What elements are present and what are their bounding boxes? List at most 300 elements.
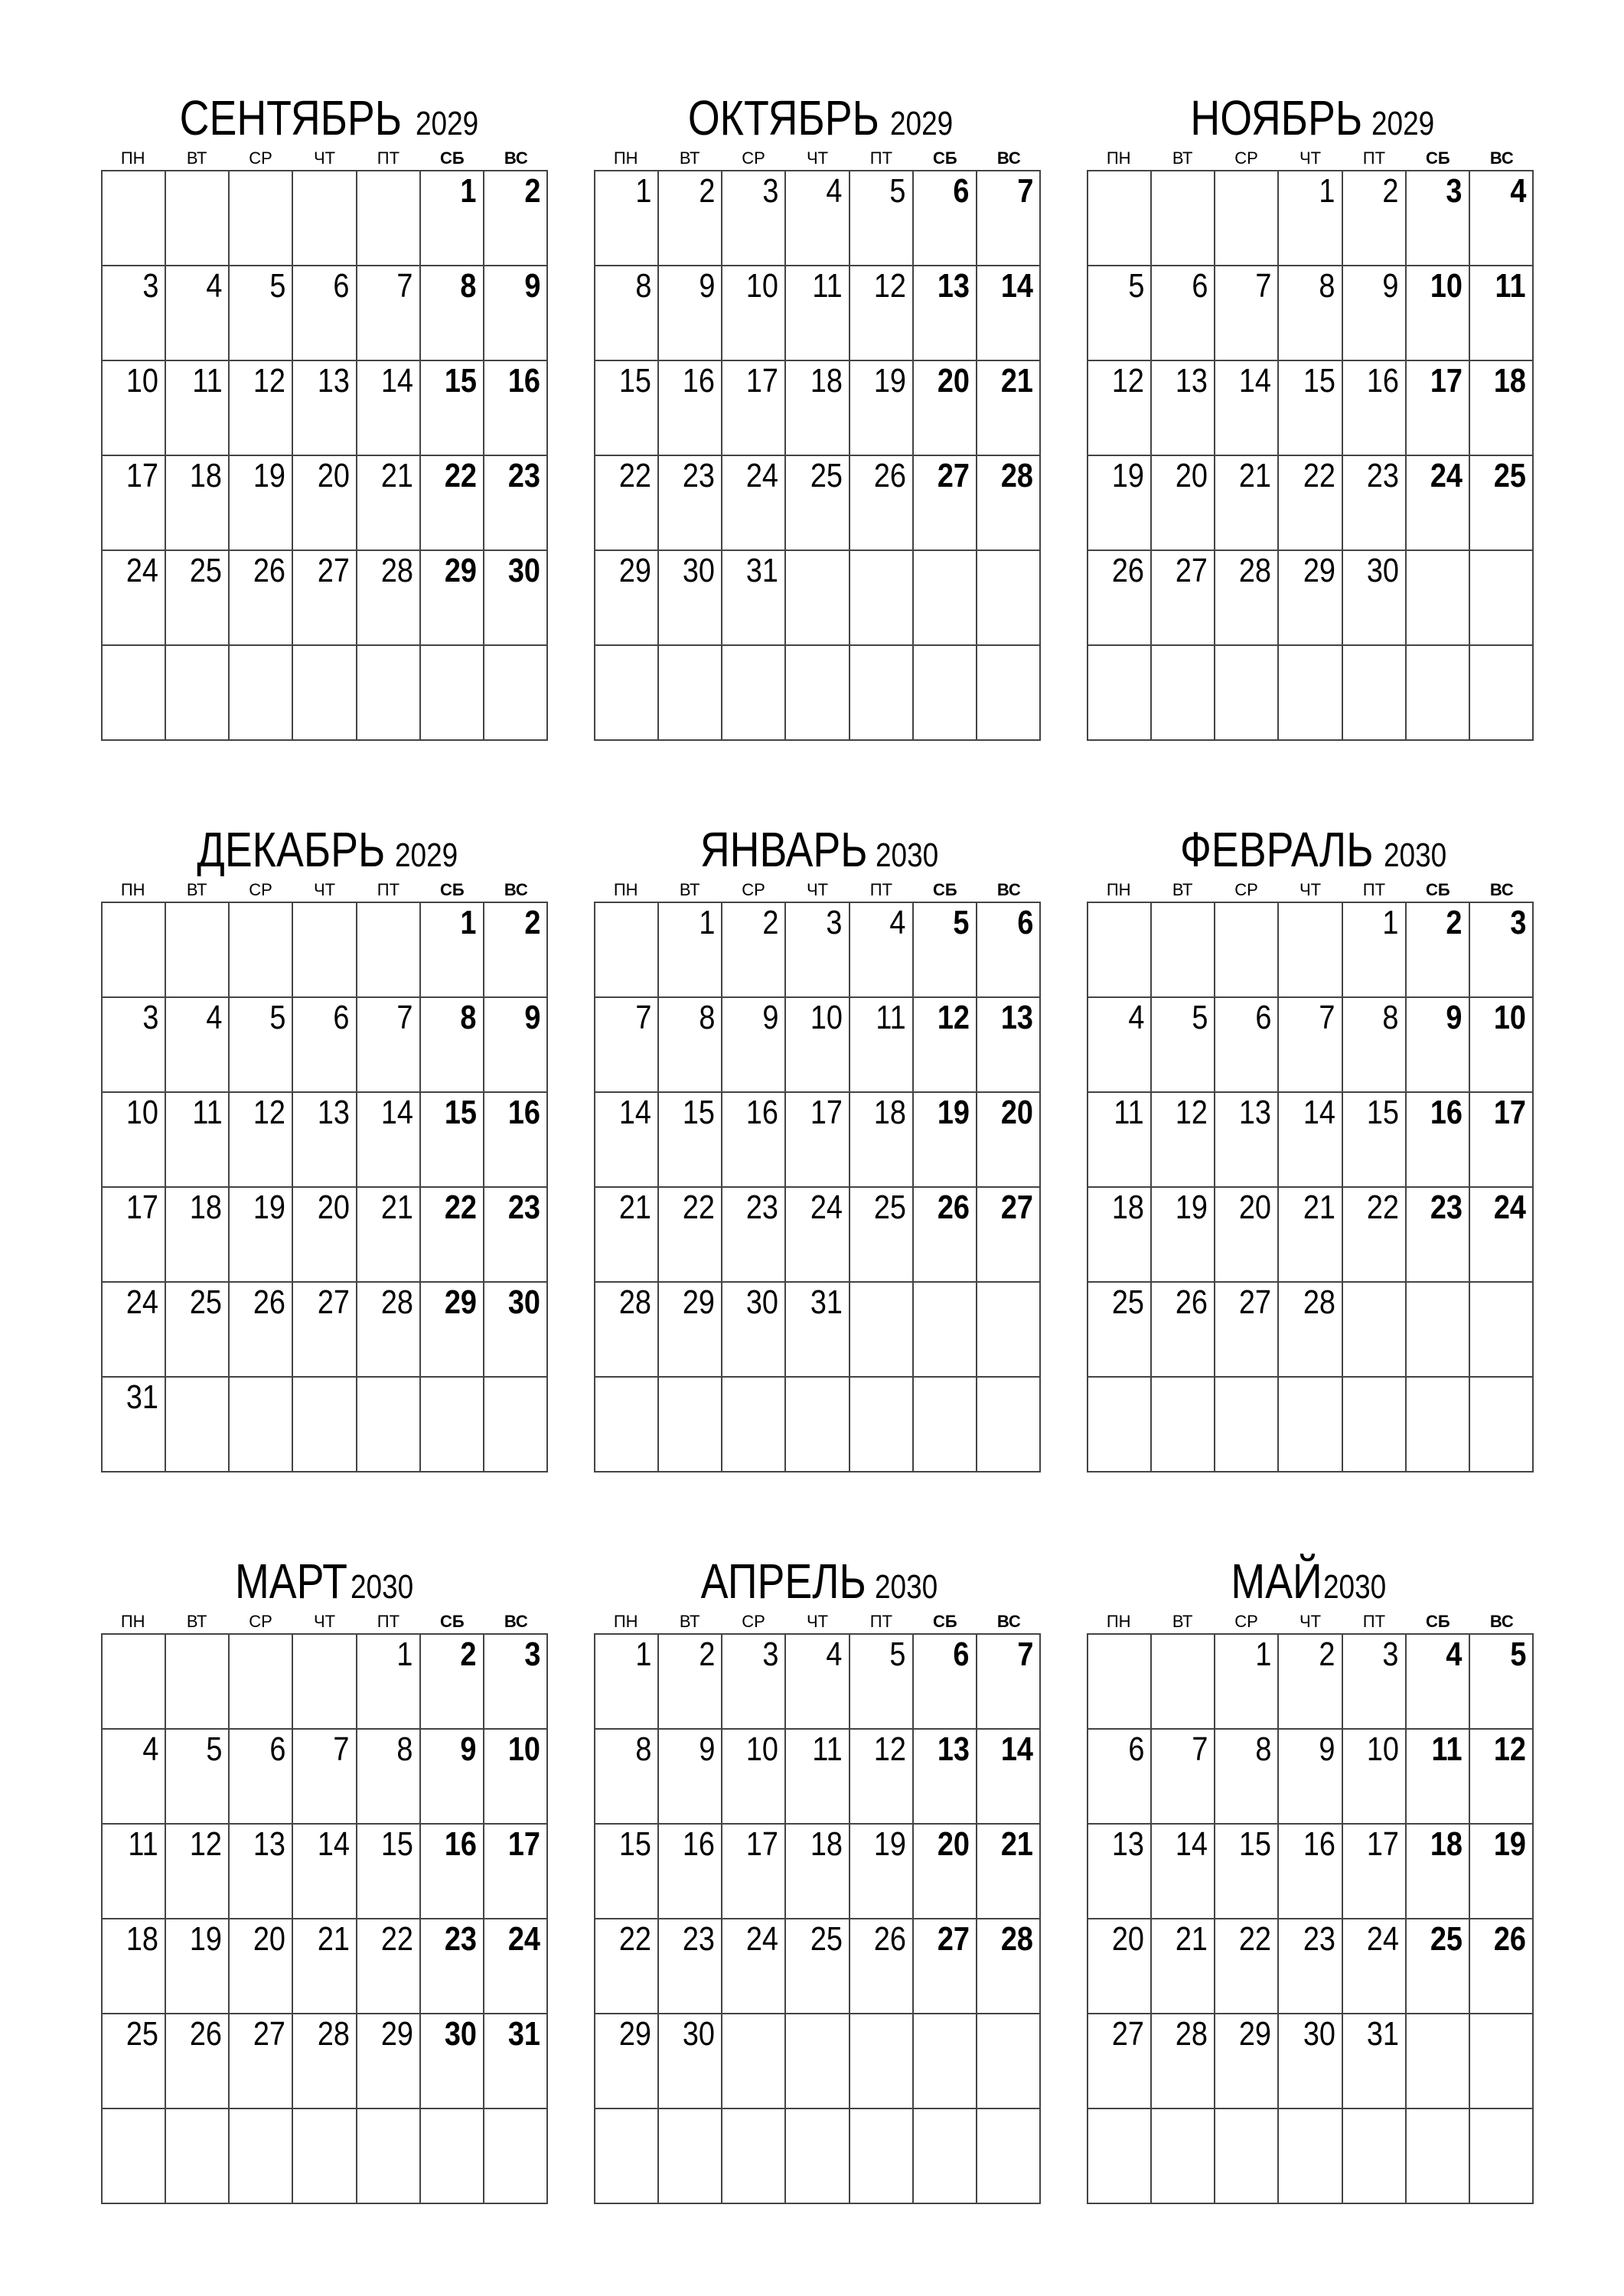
day-cell[interactable] <box>1215 1730 1279 1825</box>
day-cell[interactable] <box>595 2109 659 2204</box>
day-cell[interactable] <box>1407 1825 1470 1919</box>
day-cell[interactable] <box>1088 1093 1152 1188</box>
day-cell[interactable] <box>103 361 166 456</box>
day-cell[interactable] <box>1215 1635 1279 1730</box>
day-cell[interactable] <box>357 456 421 551</box>
day-cell[interactable] <box>1088 456 1152 551</box>
day-cell[interactable] <box>166 171 230 266</box>
day-cell[interactable] <box>1279 1919 1342 2014</box>
day-cell[interactable] <box>914 903 977 998</box>
day-cell[interactable] <box>659 1283 722 1378</box>
day-cell[interactable] <box>421 171 484 266</box>
day-cell[interactable] <box>786 1730 850 1825</box>
day-cell[interactable] <box>914 456 977 551</box>
day-cell[interactable] <box>722 2109 786 2204</box>
day-cell[interactable] <box>659 361 722 456</box>
day-cell[interactable] <box>1343 1919 1407 2014</box>
day-cell[interactable] <box>1152 2014 1215 2109</box>
day-cell[interactable] <box>1152 903 1215 998</box>
day-cell[interactable] <box>1088 2109 1152 2204</box>
day-cell[interactable] <box>166 1283 230 1378</box>
day-cell[interactable] <box>786 998 850 1093</box>
day-cell[interactable] <box>1152 646 1215 741</box>
day-cell[interactable] <box>421 1825 484 1919</box>
day-cell[interactable] <box>722 1730 786 1825</box>
day-cell[interactable] <box>1088 1919 1152 2014</box>
day-cell[interactable] <box>293 1919 357 2014</box>
day-cell[interactable] <box>1088 646 1152 741</box>
day-cell[interactable] <box>977 266 1041 361</box>
day-cell[interactable] <box>914 2109 977 2204</box>
day-cell[interactable] <box>1279 646 1342 741</box>
day-cell[interactable] <box>977 2109 1041 2204</box>
day-cell[interactable] <box>786 903 850 998</box>
day-cell[interactable] <box>1152 1635 1215 1730</box>
day-cell[interactable] <box>1215 1093 1279 1188</box>
day-cell[interactable] <box>421 2014 484 2109</box>
day-cell[interactable] <box>1215 551 1279 646</box>
day-cell[interactable] <box>659 1825 722 1919</box>
day-cell[interactable] <box>293 171 357 266</box>
day-cell[interactable] <box>850 361 914 456</box>
day-cell[interactable] <box>977 1093 1041 1188</box>
day-cell[interactable] <box>977 1919 1041 2014</box>
day-cell[interactable] <box>1279 266 1342 361</box>
day-cell[interactable] <box>977 1283 1041 1378</box>
day-cell[interactable] <box>1279 2014 1342 2109</box>
day-cell[interactable] <box>1088 171 1152 266</box>
day-cell[interactable] <box>103 2014 166 2109</box>
day-cell[interactable] <box>659 456 722 551</box>
day-cell[interactable] <box>1407 361 1470 456</box>
day-cell[interactable] <box>166 646 230 741</box>
day-cell[interactable] <box>977 646 1041 741</box>
day-cell[interactable] <box>977 456 1041 551</box>
day-cell[interactable] <box>659 266 722 361</box>
day-cell[interactable] <box>786 2109 850 2204</box>
day-cell[interactable] <box>850 1188 914 1283</box>
day-cell[interactable] <box>659 1635 722 1730</box>
day-cell[interactable] <box>595 171 659 266</box>
day-cell[interactable] <box>786 1093 850 1188</box>
day-cell[interactable] <box>595 1188 659 1283</box>
day-cell[interactable] <box>230 266 293 361</box>
day-cell[interactable] <box>722 1825 786 1919</box>
day-cell[interactable] <box>1407 903 1470 998</box>
day-cell[interactable] <box>103 1188 166 1283</box>
day-cell[interactable] <box>293 903 357 998</box>
day-cell[interactable] <box>1215 1919 1279 2014</box>
day-cell[interactable] <box>977 551 1041 646</box>
day-cell[interactable] <box>484 1635 548 1730</box>
day-cell[interactable] <box>977 998 1041 1093</box>
day-cell[interactable] <box>166 1188 230 1283</box>
day-cell[interactable] <box>914 1283 977 1378</box>
day-cell[interactable] <box>1407 456 1470 551</box>
day-cell[interactable] <box>1215 361 1279 456</box>
day-cell[interactable] <box>914 1825 977 1919</box>
day-cell[interactable] <box>421 646 484 741</box>
day-cell[interactable] <box>357 361 421 456</box>
day-cell[interactable] <box>1152 551 1215 646</box>
day-cell[interactable] <box>103 903 166 998</box>
day-cell[interactable] <box>357 646 421 741</box>
day-cell[interactable] <box>1343 1188 1407 1283</box>
day-cell[interactable] <box>421 1188 484 1283</box>
day-cell[interactable] <box>1152 361 1215 456</box>
day-cell[interactable] <box>293 1825 357 1919</box>
day-cell[interactable] <box>1279 903 1342 998</box>
day-cell[interactable] <box>230 1635 293 1730</box>
day-cell[interactable] <box>1470 903 1534 998</box>
day-cell[interactable] <box>1279 551 1342 646</box>
day-cell[interactable] <box>914 1635 977 1730</box>
day-cell[interactable] <box>166 456 230 551</box>
day-cell[interactable] <box>595 1825 659 1919</box>
day-cell[interactable] <box>914 266 977 361</box>
day-cell[interactable] <box>1343 2109 1407 2204</box>
day-cell[interactable] <box>595 1635 659 1730</box>
day-cell[interactable] <box>166 1093 230 1188</box>
day-cell[interactable] <box>103 171 166 266</box>
day-cell[interactable] <box>230 171 293 266</box>
day-cell[interactable] <box>786 171 850 266</box>
day-cell[interactable] <box>1407 1635 1470 1730</box>
day-cell[interactable] <box>786 266 850 361</box>
day-cell[interactable] <box>850 1378 914 1473</box>
day-cell[interactable] <box>293 361 357 456</box>
day-cell[interactable] <box>1088 998 1152 1093</box>
day-cell[interactable] <box>659 2014 722 2109</box>
day-cell[interactable] <box>357 266 421 361</box>
day-cell[interactable] <box>293 2109 357 2204</box>
day-cell[interactable] <box>230 1188 293 1283</box>
day-cell[interactable] <box>230 998 293 1093</box>
day-cell[interactable] <box>1470 361 1534 456</box>
day-cell[interactable] <box>914 551 977 646</box>
day-cell[interactable] <box>914 998 977 1093</box>
day-cell[interactable] <box>850 1919 914 2014</box>
day-cell[interactable] <box>722 1635 786 1730</box>
day-cell[interactable] <box>1343 646 1407 741</box>
day-cell[interactable] <box>1470 1188 1534 1283</box>
day-cell[interactable] <box>1470 1635 1534 1730</box>
day-cell[interactable] <box>166 903 230 998</box>
day-cell[interactable] <box>722 171 786 266</box>
day-cell[interactable] <box>421 551 484 646</box>
day-cell[interactable] <box>293 456 357 551</box>
day-cell[interactable] <box>357 171 421 266</box>
day-cell[interactable] <box>1088 1825 1152 1919</box>
day-cell[interactable] <box>166 998 230 1093</box>
day-cell[interactable] <box>103 646 166 741</box>
day-cell[interactable] <box>595 1378 659 1473</box>
day-cell[interactable] <box>166 1635 230 1730</box>
day-cell[interactable] <box>1470 1378 1534 1473</box>
day-cell[interactable] <box>914 1919 977 2014</box>
day-cell[interactable] <box>850 1635 914 1730</box>
day-cell[interactable] <box>293 266 357 361</box>
day-cell[interactable] <box>977 903 1041 998</box>
day-cell[interactable] <box>166 1378 230 1473</box>
day-cell[interactable] <box>293 1635 357 1730</box>
day-cell[interactable] <box>230 1825 293 1919</box>
day-cell[interactable] <box>1279 1635 1342 1730</box>
day-cell[interactable] <box>230 1919 293 2014</box>
day-cell[interactable] <box>293 1093 357 1188</box>
day-cell[interactable] <box>230 1283 293 1378</box>
day-cell[interactable] <box>786 1378 850 1473</box>
day-cell[interactable] <box>293 1283 357 1378</box>
day-cell[interactable] <box>1407 171 1470 266</box>
day-cell[interactable] <box>103 551 166 646</box>
day-cell[interactable] <box>484 1188 548 1283</box>
day-cell[interactable] <box>1215 1378 1279 1473</box>
day-cell[interactable] <box>1470 2109 1534 2204</box>
day-cell[interactable] <box>484 1283 548 1378</box>
day-cell[interactable] <box>914 646 977 741</box>
day-cell[interactable] <box>722 998 786 1093</box>
day-cell[interactable] <box>1215 266 1279 361</box>
day-cell[interactable] <box>722 1283 786 1378</box>
day-cell[interactable] <box>1152 998 1215 1093</box>
day-cell[interactable] <box>977 361 1041 456</box>
day-cell[interactable] <box>1470 1919 1534 2014</box>
day-cell[interactable] <box>722 1188 786 1283</box>
day-cell[interactable] <box>484 2109 548 2204</box>
day-cell[interactable] <box>103 1825 166 1919</box>
day-cell[interactable] <box>977 1730 1041 1825</box>
day-cell[interactable] <box>786 1188 850 1283</box>
day-cell[interactable] <box>1407 1919 1470 2014</box>
day-cell[interactable] <box>293 998 357 1093</box>
day-cell[interactable] <box>1343 171 1407 266</box>
day-cell[interactable] <box>1343 1378 1407 1473</box>
day-cell[interactable] <box>230 2109 293 2204</box>
day-cell[interactable] <box>722 361 786 456</box>
day-cell[interactable] <box>850 1093 914 1188</box>
day-cell[interactable] <box>1279 1825 1342 1919</box>
day-cell[interactable] <box>1343 1283 1407 1378</box>
day-cell[interactable] <box>786 551 850 646</box>
day-cell[interactable] <box>103 2109 166 2204</box>
day-cell[interactable] <box>1470 646 1534 741</box>
day-cell[interactable] <box>1152 1188 1215 1283</box>
day-cell[interactable] <box>914 171 977 266</box>
day-cell[interactable] <box>1215 2014 1279 2109</box>
day-cell[interactable] <box>786 1635 850 1730</box>
day-cell[interactable] <box>1407 998 1470 1093</box>
day-cell[interactable] <box>1279 998 1342 1093</box>
day-cell[interactable] <box>1470 1093 1534 1188</box>
day-cell[interactable] <box>850 456 914 551</box>
day-cell[interactable] <box>595 266 659 361</box>
day-cell[interactable] <box>421 1635 484 1730</box>
day-cell[interactable] <box>1407 646 1470 741</box>
day-cell[interactable] <box>421 266 484 361</box>
day-cell[interactable] <box>977 1635 1041 1730</box>
day-cell[interactable] <box>914 2014 977 2109</box>
day-cell[interactable] <box>421 1730 484 1825</box>
day-cell[interactable] <box>1152 171 1215 266</box>
day-cell[interactable] <box>484 1093 548 1188</box>
day-cell[interactable] <box>357 1919 421 2014</box>
day-cell[interactable] <box>1279 1378 1342 1473</box>
day-cell[interactable] <box>1470 171 1534 266</box>
day-cell[interactable] <box>1088 2014 1152 2109</box>
day-cell[interactable] <box>850 903 914 998</box>
day-cell[interactable] <box>722 903 786 998</box>
day-cell[interactable] <box>103 1093 166 1188</box>
day-cell[interactable] <box>1470 1283 1534 1378</box>
day-cell[interactable] <box>1152 456 1215 551</box>
day-cell[interactable] <box>659 1188 722 1283</box>
day-cell[interactable] <box>484 1730 548 1825</box>
day-cell[interactable] <box>850 171 914 266</box>
day-cell[interactable] <box>1343 1635 1407 1730</box>
day-cell[interactable] <box>484 171 548 266</box>
day-cell[interactable] <box>1152 1093 1215 1188</box>
day-cell[interactable] <box>166 2109 230 2204</box>
day-cell[interactable] <box>1279 1283 1342 1378</box>
day-cell[interactable] <box>357 1730 421 1825</box>
day-cell[interactable] <box>103 998 166 1093</box>
day-cell[interactable] <box>421 1378 484 1473</box>
day-cell[interactable] <box>230 456 293 551</box>
day-cell[interactable] <box>595 903 659 998</box>
day-cell[interactable] <box>293 2014 357 2109</box>
day-cell[interactable] <box>786 456 850 551</box>
day-cell[interactable] <box>595 551 659 646</box>
day-cell[interactable] <box>722 1378 786 1473</box>
day-cell[interactable] <box>1470 1825 1534 1919</box>
day-cell[interactable] <box>1088 361 1152 456</box>
day-cell[interactable] <box>1215 1825 1279 1919</box>
day-cell[interactable] <box>1343 998 1407 1093</box>
day-cell[interactable] <box>722 1093 786 1188</box>
day-cell[interactable] <box>595 456 659 551</box>
day-cell[interactable] <box>722 1919 786 2014</box>
day-cell[interactable] <box>1088 1188 1152 1283</box>
day-cell[interactable] <box>722 266 786 361</box>
day-cell[interactable] <box>1088 1283 1152 1378</box>
day-cell[interactable] <box>1279 1188 1342 1283</box>
day-cell[interactable] <box>103 456 166 551</box>
day-cell[interactable] <box>230 361 293 456</box>
day-cell[interactable] <box>659 903 722 998</box>
day-cell[interactable] <box>1279 171 1342 266</box>
day-cell[interactable] <box>659 998 722 1093</box>
day-cell[interactable] <box>1407 266 1470 361</box>
day-cell[interactable] <box>722 646 786 741</box>
day-cell[interactable] <box>786 361 850 456</box>
day-cell[interactable] <box>293 1730 357 1825</box>
day-cell[interactable] <box>421 2109 484 2204</box>
day-cell[interactable] <box>977 1825 1041 1919</box>
day-cell[interactable] <box>1343 456 1407 551</box>
day-cell[interactable] <box>230 903 293 998</box>
day-cell[interactable] <box>421 1283 484 1378</box>
day-cell[interactable] <box>484 998 548 1093</box>
day-cell[interactable] <box>166 551 230 646</box>
day-cell[interactable] <box>484 551 548 646</box>
day-cell[interactable] <box>850 1825 914 1919</box>
day-cell[interactable] <box>293 1378 357 1473</box>
day-cell[interactable] <box>1152 1378 1215 1473</box>
day-cell[interactable] <box>357 903 421 998</box>
day-cell[interactable] <box>293 1188 357 1283</box>
day-cell[interactable] <box>1407 1378 1470 1473</box>
day-cell[interactable] <box>1343 1730 1407 1825</box>
day-cell[interactable] <box>421 903 484 998</box>
day-cell[interactable] <box>1407 2109 1470 2204</box>
day-cell[interactable] <box>230 551 293 646</box>
day-cell[interactable] <box>914 361 977 456</box>
day-cell[interactable] <box>850 998 914 1093</box>
day-cell[interactable] <box>421 361 484 456</box>
day-cell[interactable] <box>166 361 230 456</box>
day-cell[interactable] <box>659 171 722 266</box>
day-cell[interactable] <box>357 551 421 646</box>
day-cell[interactable] <box>1088 266 1152 361</box>
day-cell[interactable] <box>1088 1378 1152 1473</box>
day-cell[interactable] <box>357 1188 421 1283</box>
day-cell[interactable] <box>850 2109 914 2204</box>
day-cell[interactable] <box>103 1919 166 2014</box>
day-cell[interactable] <box>595 1730 659 1825</box>
day-cell[interactable] <box>977 1188 1041 1283</box>
day-cell[interactable] <box>595 2014 659 2109</box>
day-cell[interactable] <box>1407 2014 1470 2109</box>
day-cell[interactable] <box>484 903 548 998</box>
day-cell[interactable] <box>595 1093 659 1188</box>
day-cell[interactable] <box>1088 1730 1152 1825</box>
day-cell[interactable] <box>421 1093 484 1188</box>
day-cell[interactable] <box>595 646 659 741</box>
day-cell[interactable] <box>850 2014 914 2109</box>
day-cell[interactable] <box>484 1378 548 1473</box>
day-cell[interactable] <box>914 1093 977 1188</box>
day-cell[interactable] <box>1215 171 1279 266</box>
day-cell[interactable] <box>977 2014 1041 2109</box>
day-cell[interactable] <box>1279 361 1342 456</box>
day-cell[interactable] <box>786 1283 850 1378</box>
day-cell[interactable] <box>659 1378 722 1473</box>
day-cell[interactable] <box>595 998 659 1093</box>
day-cell[interactable] <box>484 456 548 551</box>
day-cell[interactable] <box>1152 2109 1215 2204</box>
day-cell[interactable] <box>1279 2109 1342 2204</box>
day-cell[interactable] <box>1279 1730 1342 1825</box>
day-cell[interactable] <box>1407 1188 1470 1283</box>
day-cell[interactable] <box>659 1730 722 1825</box>
day-cell[interactable] <box>1152 1283 1215 1378</box>
day-cell[interactable] <box>421 1919 484 2014</box>
day-cell[interactable] <box>357 998 421 1093</box>
day-cell[interactable] <box>595 1283 659 1378</box>
day-cell[interactable] <box>1152 266 1215 361</box>
day-cell[interactable] <box>293 646 357 741</box>
day-cell[interactable] <box>166 1730 230 1825</box>
day-cell[interactable] <box>484 361 548 456</box>
day-cell[interactable] <box>103 1283 166 1378</box>
day-cell[interactable] <box>850 1283 914 1378</box>
day-cell[interactable] <box>103 1635 166 1730</box>
day-cell[interactable] <box>421 456 484 551</box>
day-cell[interactable] <box>1343 1825 1407 1919</box>
day-cell[interactable] <box>1470 551 1534 646</box>
day-cell[interactable] <box>1470 456 1534 551</box>
